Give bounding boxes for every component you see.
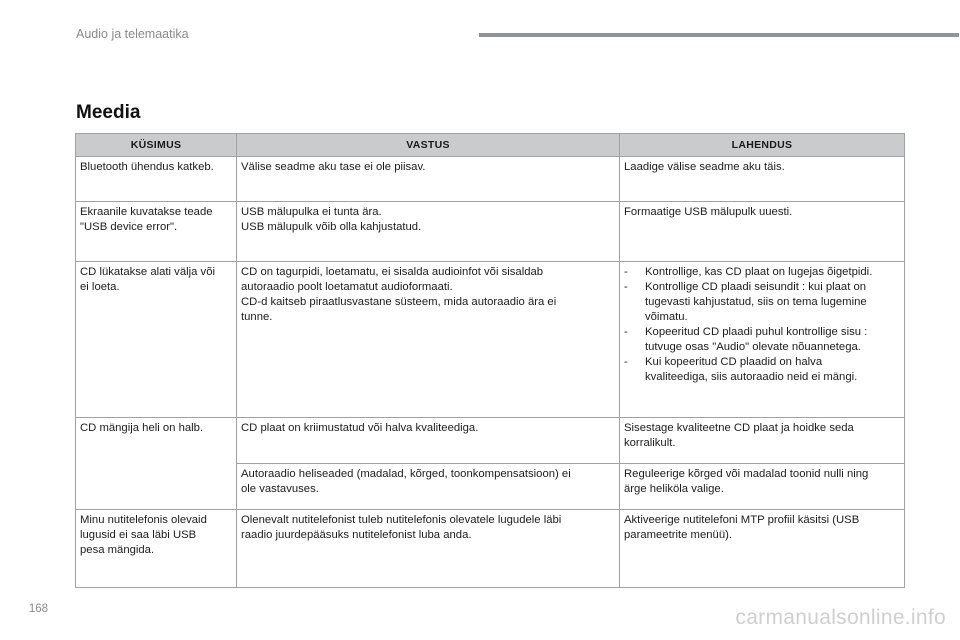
- answer-cell: [237, 510, 620, 588]
- list-item: [624, 265, 900, 280]
- cell-text: autoraadio poolt loetamatut audioformaati.: [241, 281, 453, 293]
- cell-text: pesa mängida.: [80, 544, 155, 556]
- cell-text: Kopeeritud CD plaadi puhul kontrollige sisu :: [645, 326, 868, 338]
- running-header-title: Audio ja telemaatika: [76, 27, 189, 41]
- list-item: [624, 355, 900, 385]
- cell-text: Kontrollige CD plaadi seisundit : kui plaat on: [645, 281, 867, 293]
- cell-text: Kui kopeeritud CD plaadid on halva: [645, 356, 823, 368]
- answer-cell: [237, 418, 620, 464]
- answer-cell: [237, 262, 620, 418]
- cell-text: "USB device error".: [80, 221, 178, 233]
- bullet-dash: -: [624, 281, 628, 293]
- question-cell: [76, 510, 237, 588]
- cell-text: Reguleerige kõrged või madalad toonid nulli ning: [624, 468, 869, 480]
- column-header-solution: LAHENDUS: [620, 134, 905, 157]
- cell-text: ole vastavuses.: [241, 483, 319, 495]
- table-row: [76, 262, 905, 418]
- cell-text: Minu nutitelefonis olevaid: [80, 514, 207, 526]
- cell-text: Laadige välise seadme aku täis.: [624, 161, 785, 173]
- table-row: [76, 157, 905, 202]
- watermark-link[interactable]: carmanualsonline.info: [735, 606, 946, 629]
- table-row: [76, 510, 905, 588]
- cell-text: USB mälupulka ei tunta ära.: [241, 206, 382, 218]
- cell-text: tugevasti kahjustatud, siis on tema lugemine: [645, 296, 867, 308]
- cell-text: USB mälupulk võib olla kahjustatud.: [241, 221, 422, 233]
- cell-text: tutvuge osas "Audio" olevate nõuannetega.: [645, 341, 861, 353]
- list-item: [624, 325, 900, 355]
- cell-text: raadio juurdepääsuks nutitelefonist luba anda.: [241, 529, 472, 541]
- page-number: 168: [28, 603, 48, 615]
- cell-text: Kontrollige, kas CD plaat on lugejas õigetpidi.: [645, 266, 873, 278]
- solution-cell: [620, 262, 905, 418]
- bullet-dash: -: [624, 356, 628, 368]
- answer-cell: [237, 202, 620, 262]
- question-cell: [76, 202, 237, 262]
- cell-text: Välise seadme aku tase ei ole piisav.: [241, 161, 426, 173]
- cell-text: parameetrite menüü).: [624, 529, 732, 541]
- solution-cell: [620, 510, 905, 588]
- answer-cell: [237, 157, 620, 202]
- solution-cell: [620, 157, 905, 202]
- table-row: [76, 202, 905, 262]
- list-item: [624, 280, 900, 325]
- solution-cell: [620, 464, 905, 510]
- header-rule: [479, 33, 959, 37]
- question-cell: [76, 418, 237, 510]
- solution-list: [624, 265, 900, 385]
- section-title: Meedia: [76, 102, 141, 123]
- solution-cell: [620, 418, 905, 464]
- cell-text: lugusid ei saa läbi USB: [80, 529, 197, 541]
- solution-cell: [620, 202, 905, 262]
- bullet-dash: -: [624, 266, 628, 278]
- cell-text: ei loeta.: [80, 281, 120, 293]
- bullet-dash: -: [624, 326, 628, 338]
- cell-text: CD plaat on kriimustatud või halva kvaliteediga.: [241, 422, 479, 434]
- cell-text: Ekraanile kuvatakse teade: [80, 206, 213, 218]
- cell-text: Formaatige USB mälupulk uuesti.: [624, 206, 793, 218]
- table-row: [76, 418, 905, 464]
- cell-text: Aktiveerige nutitelefoni MTP profiil käsitsi (USB: [624, 514, 860, 526]
- question-cell: [76, 262, 237, 418]
- cell-text: ärge heliköla valige.: [624, 483, 724, 495]
- cell-text: CD lükatakse alati välja või: [80, 266, 215, 278]
- cell-text: Olenevalt nutitelefonist tuleb nutitelefonis olevatele lugudele läbi: [241, 514, 562, 526]
- cell-text: CD mängija heli on halb.: [80, 422, 204, 434]
- cell-text: Sisestage kvaliteetne CD plaat ja hoidke seda: [624, 422, 854, 434]
- cell-text: Bluetooth ühendus katkeb.: [80, 161, 214, 173]
- column-header-answer: VASTUS: [237, 134, 620, 157]
- troubleshooting-table: [75, 133, 905, 588]
- table-header-row: [76, 134, 905, 157]
- column-header-question: KÜSIMUS: [76, 134, 237, 157]
- cell-text: kvaliteediga, siis autoraadio neid ei mängi.: [645, 371, 858, 383]
- cell-text: võimatu.: [645, 311, 688, 323]
- cell-text: Autoraadio heliseaded (madalad, kõrged, toonkompensatsioon) ei: [241, 468, 571, 480]
- answer-cell: [237, 464, 620, 510]
- cell-text: tunne.: [241, 311, 273, 323]
- cell-text: korralikult.: [624, 437, 676, 449]
- cell-text: CD on tagurpidi, loetamatu, ei sisalda audioinfot või sisaldab: [241, 266, 544, 278]
- cell-text: CD-d kaitseb piraatlusvastane süsteem, mida autoraadio ära ei: [241, 296, 557, 308]
- question-cell: [76, 157, 237, 202]
